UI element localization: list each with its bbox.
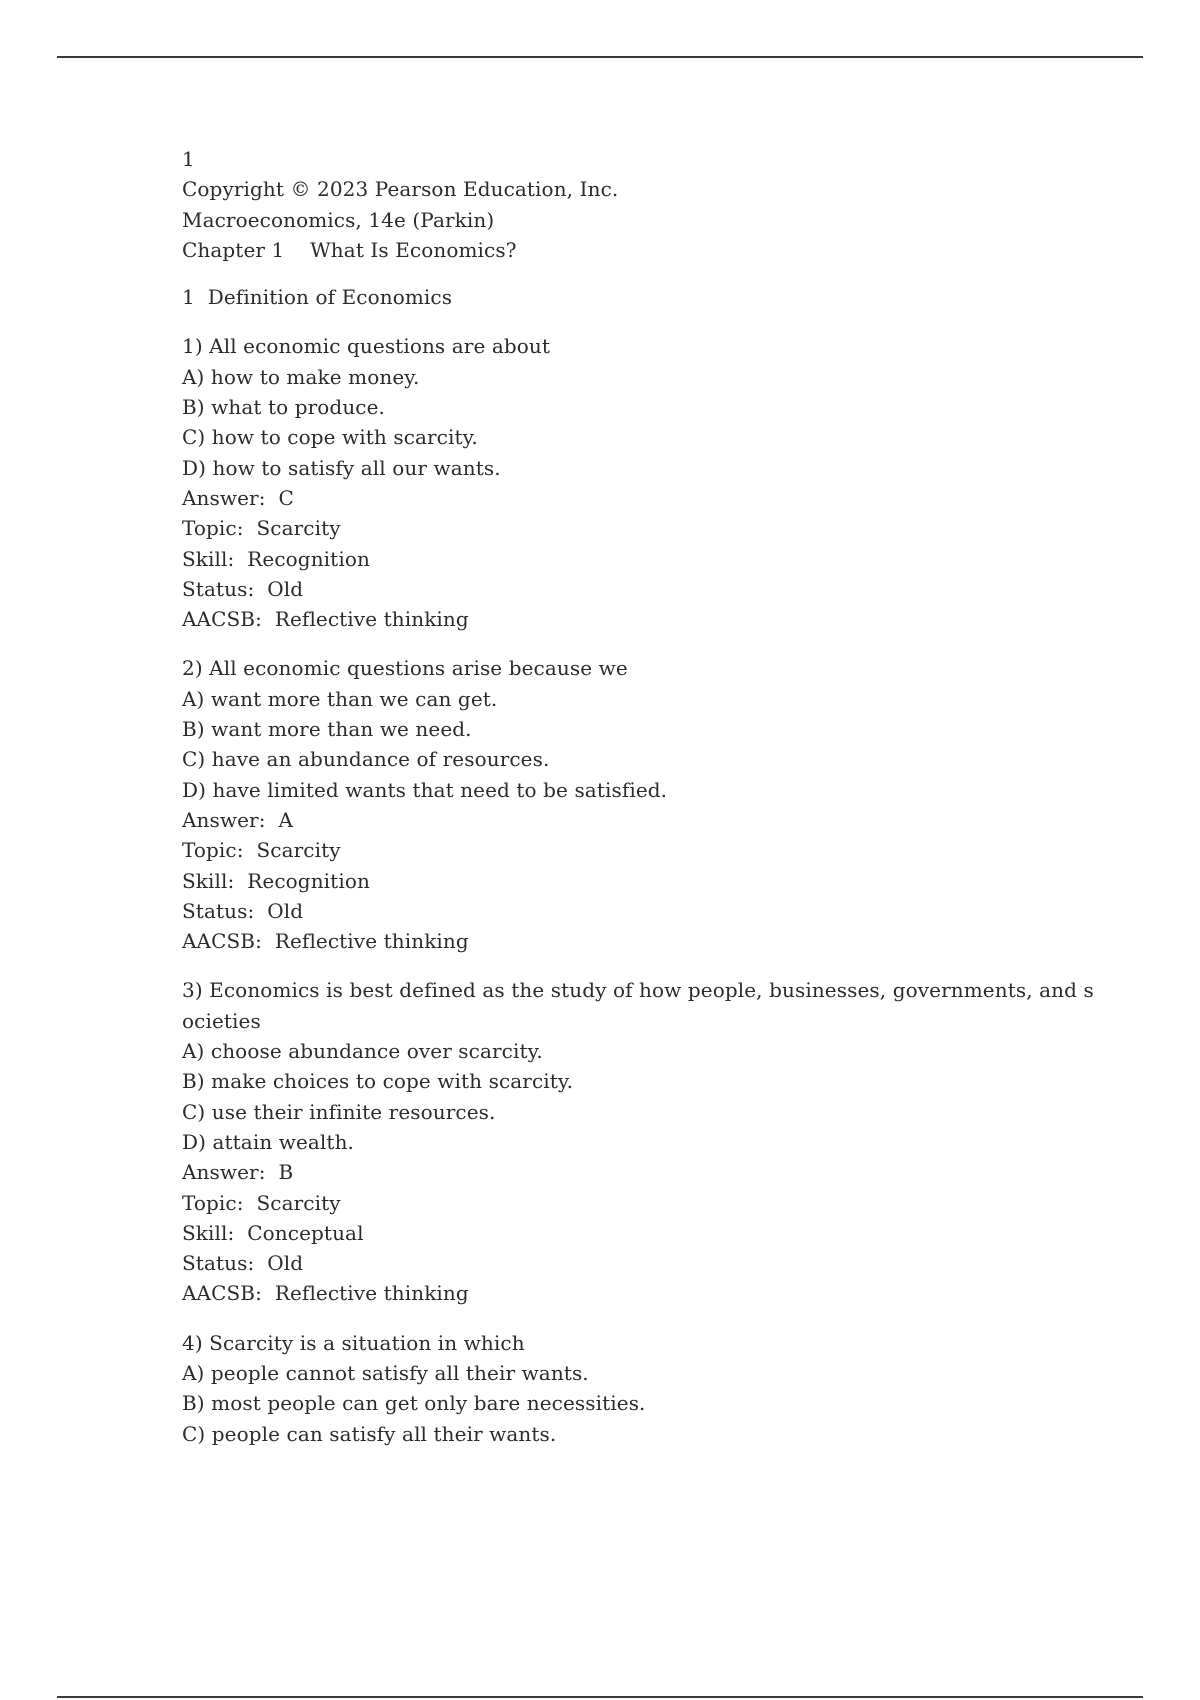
top-rule [57, 56, 1143, 58]
copyright-line: Copyright © 2023 Pearson Education, Inc. [182, 177, 619, 202]
answer-option-a: A) choose abundance over scarcity. [182, 1039, 543, 1064]
answer-key: Answer: A [182, 807, 293, 832]
question-2 [182, 653, 1082, 956]
skill-label: Skill: Conceptual [182, 1220, 364, 1245]
question-stem: 4) Scarcity is a situation in which [182, 1330, 525, 1355]
answer-option-c: C) people can satisfy all their wants. [182, 1421, 557, 1446]
section-title: 1 Definition of Economics [182, 285, 453, 310]
answer-option-d: D) attain wealth. [182, 1129, 355, 1154]
book-title: Macroeconomics, 14e (Parkin) [182, 207, 495, 232]
question-3 [182, 975, 1094, 1308]
document-header [182, 144, 1082, 265]
status-label: Status: Old [182, 1251, 304, 1276]
question-stem-line-2: ocieties [182, 1008, 261, 1033]
question-4 [182, 1328, 1082, 1449]
chapter-title: Chapter 1 What Is Economics? [182, 237, 517, 262]
answer-option-a: A) want more than we can get. [182, 686, 498, 711]
page-content [182, 144, 1094, 1449]
topic-label: Topic: Scarcity [182, 1190, 341, 1215]
question-stem: 2) All economic questions arise because we [182, 656, 628, 681]
answer-option-b: B) want more than we need. [182, 717, 472, 742]
aacsb-label: AACSB: Reflective thinking [182, 607, 469, 632]
skill-label: Skill: Recognition [182, 868, 370, 893]
topic-label: Topic: Scarcity [182, 516, 341, 541]
bottom-rule [57, 1696, 1143, 1698]
question-stem: 1) All economic questions are about [182, 334, 551, 359]
answer-option-a: A) how to make money. [182, 364, 420, 389]
answer-option-b: B) what to produce. [182, 395, 385, 420]
status-label: Status: Old [182, 576, 304, 601]
page-number: 1 [182, 147, 195, 171]
answer-option-c: C) have an abundance of resources. [182, 747, 550, 772]
aacsb-label: AACSB: Reflective thinking [182, 929, 469, 954]
answer-option-d: D) have limited wants that need to be satisfied. [182, 777, 668, 802]
answer-option-b: B) make choices to cope with scarcity. [182, 1069, 574, 1094]
aacsb-label: AACSB: Reflective thinking [182, 1281, 469, 1306]
answer-key: Answer: B [182, 1160, 294, 1185]
question-1 [182, 331, 1082, 634]
question-stem-line-1: 3) Economics is best defined as the study of how people, businesses, governments, and s [182, 978, 1094, 1003]
answer-option-b: B) most people can get only bare necessities. [182, 1391, 646, 1416]
answer-key: Answer: C [182, 485, 294, 510]
topic-label: Topic: Scarcity [182, 838, 341, 863]
status-label: Status: Old [182, 898, 304, 923]
answer-option-c: C) how to cope with scarcity. [182, 425, 478, 450]
answer-option-c: C) use their infinite resources. [182, 1099, 496, 1124]
answer-option-d: D) how to satisfy all our wants. [182, 455, 501, 480]
skill-label: Skill: Recognition [182, 546, 370, 571]
answer-option-a: A) people cannot satisfy all their wants. [182, 1360, 589, 1385]
